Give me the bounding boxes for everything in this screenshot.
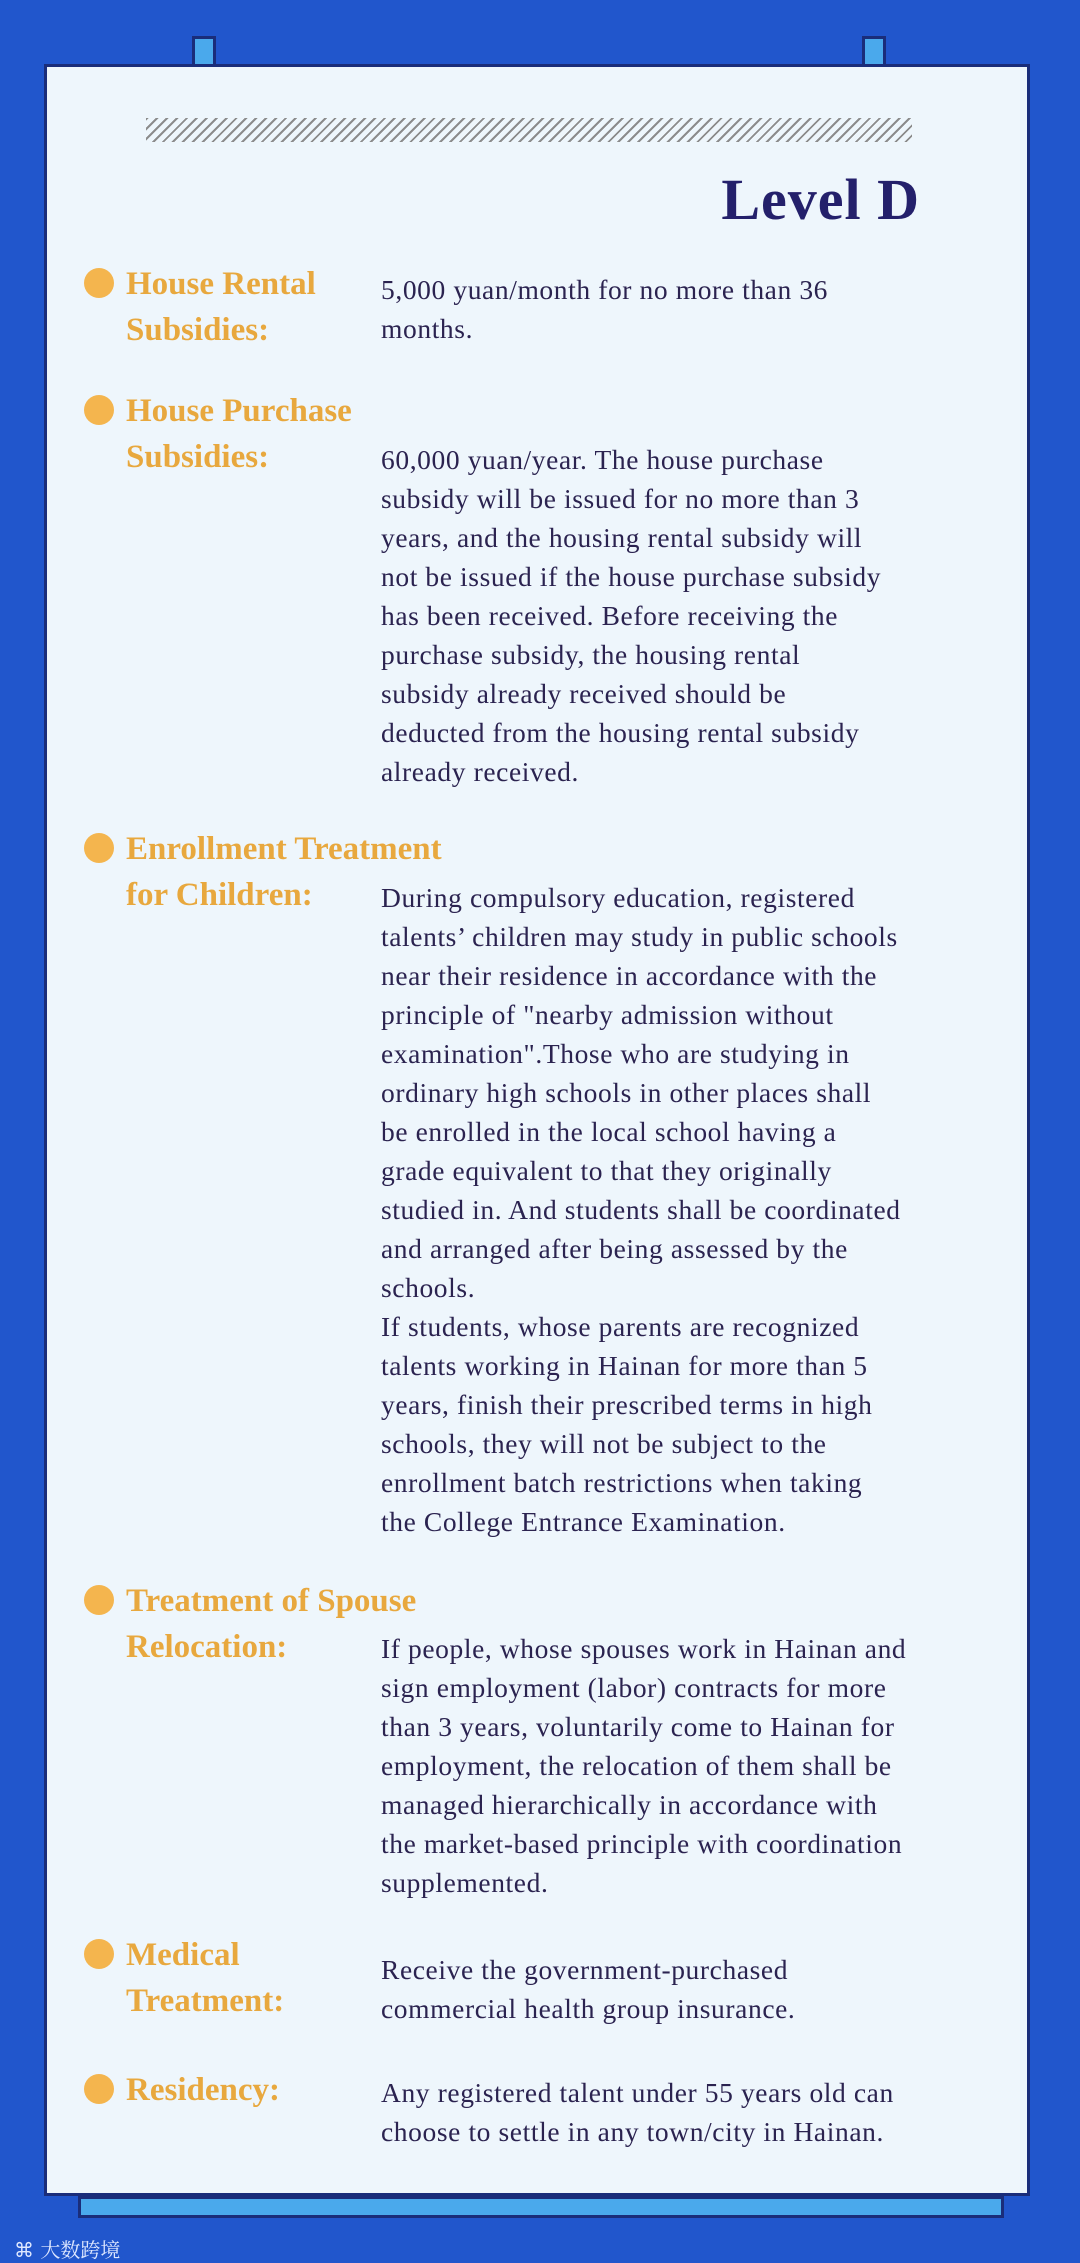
bullet-dot-icon bbox=[84, 2074, 114, 2104]
bullet-dot-icon bbox=[84, 268, 114, 298]
benefit-description: Receive the government-purchased commercial health group insurance. bbox=[381, 1954, 796, 2024]
benefit-description: If people, whose spouses work in Hainan and sign employment (labor) contracts for more than 3 years, voluntarily come to Hainan for employment, the relocation of them shall be managed hierarchically in accordance with the market-based principle with coordination supplemented. bbox=[381, 1633, 907, 1898]
bullet-dot-icon bbox=[84, 1585, 114, 1615]
benefit-label: Residency: bbox=[126, 2072, 280, 2108]
hatch-divider bbox=[146, 118, 912, 142]
watermark-logo: ⌘ 大数跨境 bbox=[14, 2238, 121, 2262]
benefit-label: House Purchase Subsidies: bbox=[126, 393, 352, 475]
benefit-label: Treatment of Spouse Relocation: bbox=[126, 1583, 417, 1665]
logo-icon: ⌘ bbox=[14, 2238, 34, 2262]
benefit-description: 60,000 yuan/year. The house purchase subsidy will be issued for no more than 3 years, and the housing rental subsidy will not be issued if the house purchase subsidy has been received. Before receiving the purchase subsidy, the housing rental subsidy already received should be deducted from the housing rental subsidy already received. bbox=[381, 444, 882, 787]
benefit-description: Any registered talent under 55 years old can choose to settle in any town/city in Hainan. bbox=[381, 2077, 894, 2147]
benefit-label: Medical Treatment: bbox=[126, 1937, 285, 2019]
benefit-label: House Rental Subsidies: bbox=[126, 266, 316, 348]
benefit-description: During compulsory education, registered talents’ children may study in public schools near their residence in accordance with the principle of "nearby admission without examination".Those who are studying in ordinary high schools in other places shall be enrolled in the local school having a grade equivalent to that they originally studied in. And students shall be coordinated and arranged after being assessed by the schools. If students, whose parents are recognized talents working in Hainan for more than 5 years, finish their prescribed terms in high schools, they will not be subject to the enrollment batch restrictions when taking the College Entrance Examination. bbox=[381, 882, 901, 1537]
benefit-description: 5,000 yuan/month for no more than 36 months. bbox=[381, 274, 829, 344]
bullet-dot-icon bbox=[84, 1939, 114, 1969]
bullet-dot-icon bbox=[84, 833, 114, 863]
page-title: Level D bbox=[721, 167, 920, 232]
benefit-label: Enrollment Treatment for Children: bbox=[126, 831, 442, 913]
card-bottom-strip bbox=[78, 2196, 1004, 2218]
bullet-dot-icon bbox=[84, 395, 114, 425]
